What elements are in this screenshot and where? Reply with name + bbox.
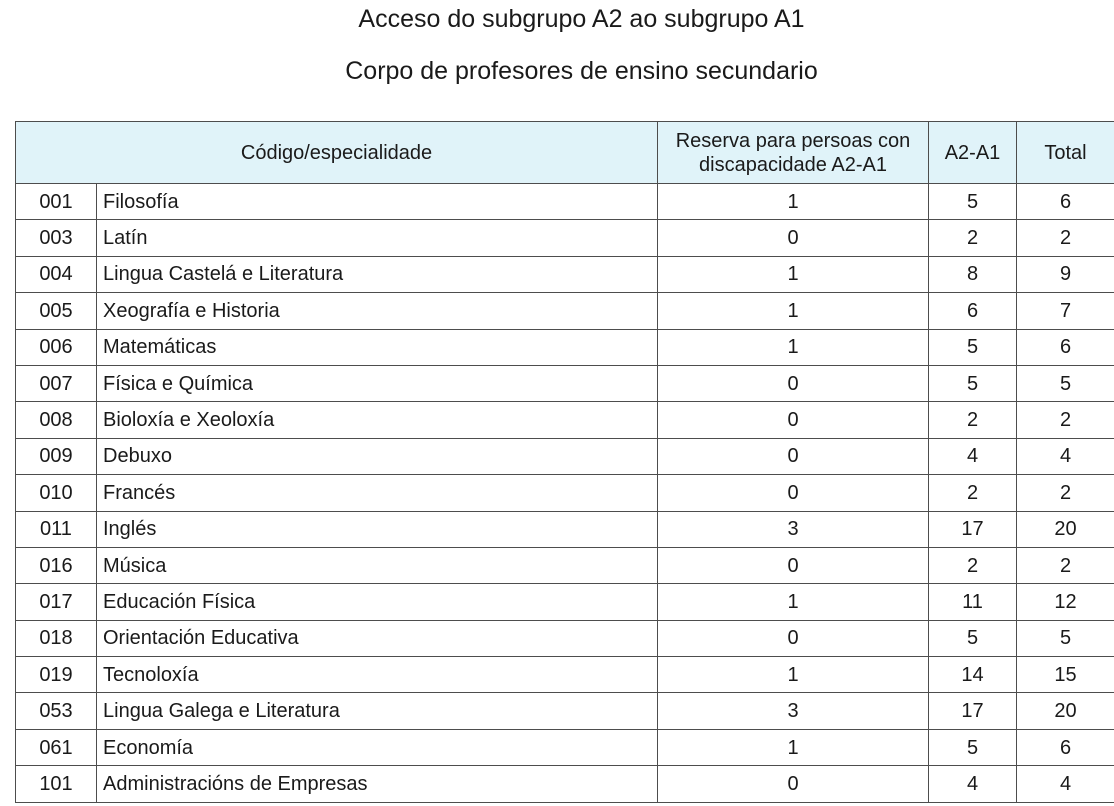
table-body bbox=[16, 184, 1114, 803]
table-row bbox=[16, 475, 1114, 511]
table-row bbox=[16, 620, 1114, 656]
table-row bbox=[16, 220, 1114, 256]
reserve-cell: 0 bbox=[658, 547, 929, 583]
reserve-cell: 0 bbox=[658, 402, 929, 438]
a2a1-cell: 4 bbox=[929, 438, 1017, 474]
reserve-cell: 1 bbox=[658, 329, 929, 365]
specialty-name-cell: Latín bbox=[97, 220, 658, 256]
specialty-name-cell: Inglés bbox=[97, 511, 658, 547]
specialty-name-cell: Filosofía bbox=[97, 184, 658, 220]
specialty-name-cell: Música bbox=[97, 547, 658, 583]
reserve-cell: 0 bbox=[658, 475, 929, 511]
specialty-code-cell: 016 bbox=[16, 547, 97, 583]
table-row bbox=[16, 766, 1114, 802]
specialty-name-cell: Educación Física bbox=[97, 584, 658, 620]
table-row bbox=[16, 693, 1114, 729]
reserve-cell: 1 bbox=[658, 657, 929, 693]
reserve-cell: 3 bbox=[658, 511, 929, 547]
header-total: Total bbox=[1017, 122, 1114, 184]
header-specialty: Código/especialidade bbox=[16, 122, 658, 184]
specialty-name-cell: Francés bbox=[97, 475, 658, 511]
reserve-cell: 1 bbox=[658, 584, 929, 620]
specialty-name-cell: Economía bbox=[97, 729, 658, 765]
a2a1-cell: 2 bbox=[929, 402, 1017, 438]
total-cell: 6 bbox=[1017, 729, 1114, 765]
a2a1-cell: 2 bbox=[929, 220, 1017, 256]
table-row bbox=[16, 365, 1114, 401]
reserve-cell: 1 bbox=[658, 729, 929, 765]
a2a1-cell: 6 bbox=[929, 293, 1017, 329]
specialty-code-cell: 008 bbox=[16, 402, 97, 438]
table-row bbox=[16, 402, 1114, 438]
total-cell: 9 bbox=[1017, 256, 1114, 292]
a2a1-cell: 5 bbox=[929, 729, 1017, 765]
table-row bbox=[16, 329, 1114, 365]
a2a1-cell: 5 bbox=[929, 365, 1017, 401]
reserve-cell: 0 bbox=[658, 620, 929, 656]
specialty-code-cell: 018 bbox=[16, 620, 97, 656]
specialty-code-cell: 006 bbox=[16, 329, 97, 365]
specialty-name-cell: Administracións de Empresas bbox=[97, 766, 658, 802]
specialty-code-cell: 017 bbox=[16, 584, 97, 620]
a2a1-cell: 5 bbox=[929, 620, 1017, 656]
reserve-cell: 1 bbox=[658, 293, 929, 329]
a2a1-cell: 8 bbox=[929, 256, 1017, 292]
reserve-cell: 3 bbox=[658, 693, 929, 729]
total-cell: 2 bbox=[1017, 402, 1114, 438]
header-reserve: Reserva para persoas con discapacidade A2-A1 bbox=[658, 122, 929, 184]
specialty-code-cell: 004 bbox=[16, 256, 97, 292]
specialty-name-cell: Matemáticas bbox=[97, 329, 658, 365]
a2a1-cell: 5 bbox=[929, 329, 1017, 365]
reserve-cell: 1 bbox=[658, 184, 929, 220]
total-cell: 7 bbox=[1017, 293, 1114, 329]
specialty-code-cell: 053 bbox=[16, 693, 97, 729]
specialty-name-cell: Orientación Educativa bbox=[97, 620, 658, 656]
specialty-name-cell: Lingua Castelá e Literatura bbox=[97, 256, 658, 292]
total-cell: 6 bbox=[1017, 329, 1114, 365]
total-cell: 5 bbox=[1017, 620, 1114, 656]
specialty-name-cell: Debuxo bbox=[97, 438, 658, 474]
specialty-name-cell: Física e Química bbox=[97, 365, 658, 401]
reserve-cell: 0 bbox=[658, 365, 929, 401]
total-cell: 12 bbox=[1017, 584, 1114, 620]
specialty-code-cell: 019 bbox=[16, 657, 97, 693]
a2a1-cell: 4 bbox=[929, 766, 1017, 802]
reserve-cell: 1 bbox=[658, 256, 929, 292]
total-cell: 4 bbox=[1017, 438, 1114, 474]
specialty-code-cell: 003 bbox=[16, 220, 97, 256]
header-a2a1: A2-A1 bbox=[929, 122, 1017, 184]
specialty-code-cell: 101 bbox=[16, 766, 97, 802]
reserve-cell: 0 bbox=[658, 766, 929, 802]
specialty-name-cell: Xeografía e Historia bbox=[97, 293, 658, 329]
total-cell: 4 bbox=[1017, 766, 1114, 802]
table-row bbox=[16, 256, 1114, 292]
total-cell: 20 bbox=[1017, 511, 1114, 547]
page-subtitle: Corpo de profesores de ensino secundario bbox=[345, 57, 818, 85]
a2a1-cell: 11 bbox=[929, 584, 1017, 620]
a2a1-cell: 2 bbox=[929, 547, 1017, 583]
a2a1-cell: 14 bbox=[929, 657, 1017, 693]
reserve-cell: 0 bbox=[658, 220, 929, 256]
specialty-code-cell: 001 bbox=[16, 184, 97, 220]
total-cell: 2 bbox=[1017, 220, 1114, 256]
total-cell: 15 bbox=[1017, 657, 1114, 693]
specialty-name-cell: Bioloxía e Xeoloxía bbox=[97, 402, 658, 438]
total-cell: 6 bbox=[1017, 184, 1114, 220]
table-row bbox=[16, 293, 1114, 329]
total-cell: 20 bbox=[1017, 693, 1114, 729]
specialty-code-cell: 011 bbox=[16, 511, 97, 547]
a2a1-cell: 2 bbox=[929, 475, 1017, 511]
table-row bbox=[16, 184, 1114, 220]
a2a1-cell: 5 bbox=[929, 184, 1017, 220]
table-row bbox=[16, 547, 1114, 583]
table-row bbox=[16, 657, 1114, 693]
specialty-code-cell: 009 bbox=[16, 438, 97, 474]
a2a1-cell: 17 bbox=[929, 511, 1017, 547]
table-row bbox=[16, 584, 1114, 620]
table-row bbox=[16, 511, 1114, 547]
table-row bbox=[16, 438, 1114, 474]
page-title: Acceso do subgrupo A2 ao subgrupo A1 bbox=[358, 5, 805, 33]
specialty-name-cell: Tecnoloxía bbox=[97, 657, 658, 693]
a2a1-cell: 17 bbox=[929, 693, 1017, 729]
specialty-code-cell: 061 bbox=[16, 729, 97, 765]
total-cell: 5 bbox=[1017, 365, 1114, 401]
total-cell: 2 bbox=[1017, 475, 1114, 511]
places-table bbox=[15, 121, 1114, 803]
table-row bbox=[16, 729, 1114, 765]
table-header-row bbox=[16, 122, 1114, 184]
specialty-code-cell: 005 bbox=[16, 293, 97, 329]
specialty-code-cell: 010 bbox=[16, 475, 97, 511]
specialty-code-cell: 007 bbox=[16, 365, 97, 401]
total-cell: 2 bbox=[1017, 547, 1114, 583]
specialty-name-cell: Lingua Galega e Literatura bbox=[97, 693, 658, 729]
reserve-cell: 0 bbox=[658, 438, 929, 474]
